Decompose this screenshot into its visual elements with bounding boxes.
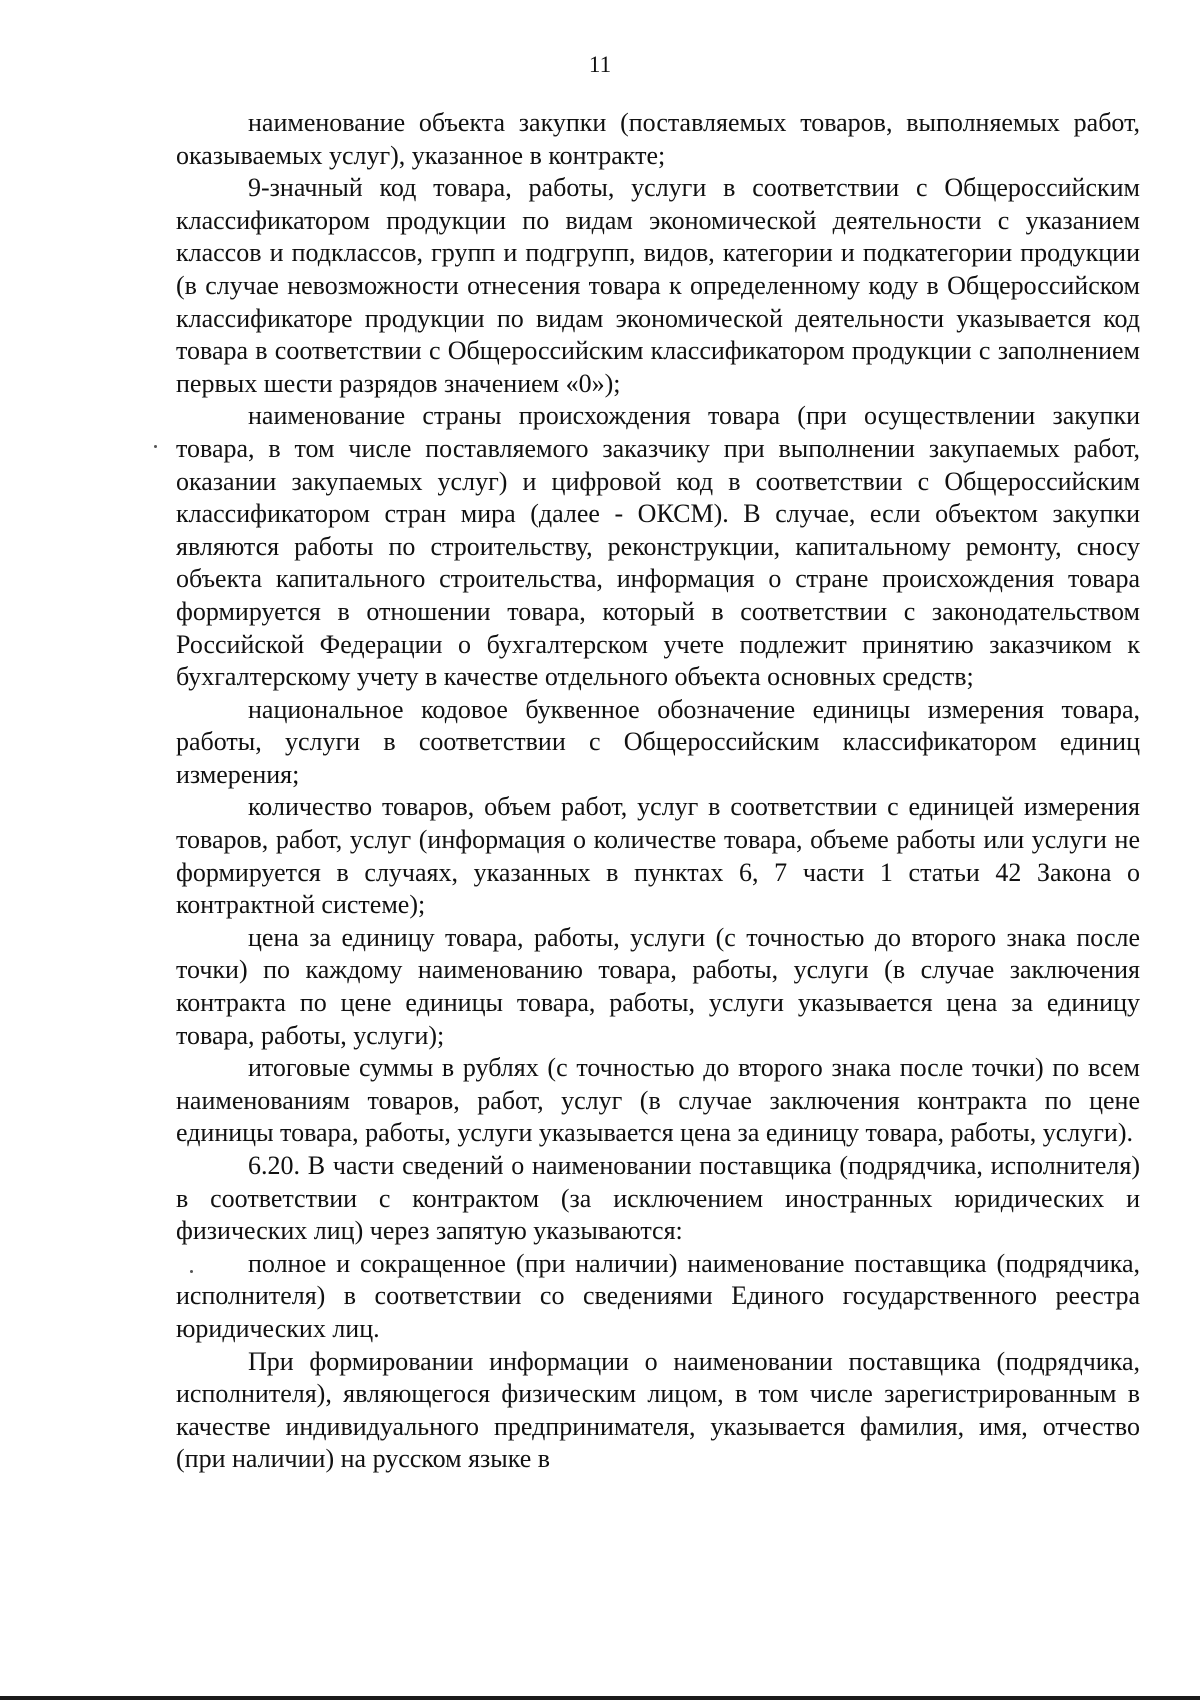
scan-mark bbox=[154, 445, 157, 448]
paragraph-total-sums: итоговые суммы в рублях (с точностью до второго знака после точки) по всем наименованиям товаров, работ, услуг (в случае заключения контракта по цене единицы товара, работы, услуги указывается цена за единицу товара, работы, услуги). bbox=[176, 1053, 1140, 1148]
paragraph-quantity: количество товаров, объем работ, услуг в соответствии с единицей измерения товаров, работ, услуг (информация о количестве товара, объеме работы или услуги не формируется в случаях, указанных в пунктах 6, 7 части 1 статьи 42 Закона о контрактной системе); bbox=[176, 792, 1140, 920]
paragraph-product-code: 9-значный код товара, работы, услуги в соответствии с Общероссийским классификатором продукции по видам экономической деятельности с указанием классов и подклассов, групп и подгрупп, видов, категории и подкатегории продукции (в случае невозможности отнесения товара к определенному коду в Общероссийском классификаторе продукции по видам экономической деятельности указывается код товара в соответствии с Общероссийским классификатором продукции с заполнением первых шести разрядов значением «0»); bbox=[176, 173, 1140, 398]
paragraph-country-of-origin: наименование страны происхождения товара (при осуществлении закупки товара, в том числе поставляемого заказчику при выполнении закупаемых работ, оказании закупаемых услуг) и цифровой код в соответствии с Общероссийским классификатором стран мира (далее - ОКСМ). В случае, если объектом закупки являются работы по строительству, реконструкции, капитальному ремонту, сносу объекта капитального строительства, информация о стране происхождения товара формируется в отношении товара, который в соответствии с законодательством Российской Федерации о бухгалтерском учете подлежит принятию заказчиком к бухгалтерскому учету в качестве отдельного объекта основных средств; bbox=[176, 401, 1140, 692]
paragraph-individual-supplier: При формировании информации о наименовании поставщика (подрядчика, исполнителя), являющегося физическим лицом, в том числе зарегистрированным в качестве индивидуального предпринимателя, указывается фамилия, имя, отчество (при наличии) на русском языке в bbox=[176, 1346, 1140, 1474]
paragraph-object-name: наименование объекта закупки (поставляемых товаров, выполняемых работ, оказываемых услуг), указанное в контракте; bbox=[176, 108, 1140, 170]
paragraph-section-6-20: 6.20. В части сведений о наименовании поставщика (подрядчика, исполнителя) в соответствии с контрактом (за исключением иностранных юридических и физических лиц) через запятую указываются: bbox=[176, 1151, 1140, 1246]
paragraph-unit-price: цена за единицу товара, работы, услуги (с точностью до второго знака после точки) по каждому наименованию товара, работы, услуги (в случае заключения контракта по цене единицы товара, работы, услуги указывается цена за единицу товара, работы, услуги); bbox=[176, 922, 1140, 1050]
paragraph-supplier-name: полное и сокращенное (при наличии) наименование поставщика (подрядчика, исполнителя) в соответствии со сведениями Единого государственного реестра юридических лиц. bbox=[176, 1248, 1140, 1343]
document-body bbox=[176, 107, 1140, 1476]
page-number: 11 bbox=[588, 52, 612, 77]
paragraph-unit-code: национальное кодовое буквенное обозначение единицы измерения товара, работы, услуги в соответствии с Общероссийским классификатором единиц измерения; bbox=[176, 694, 1140, 789]
page-bottom-edge bbox=[0, 1696, 1200, 1700]
